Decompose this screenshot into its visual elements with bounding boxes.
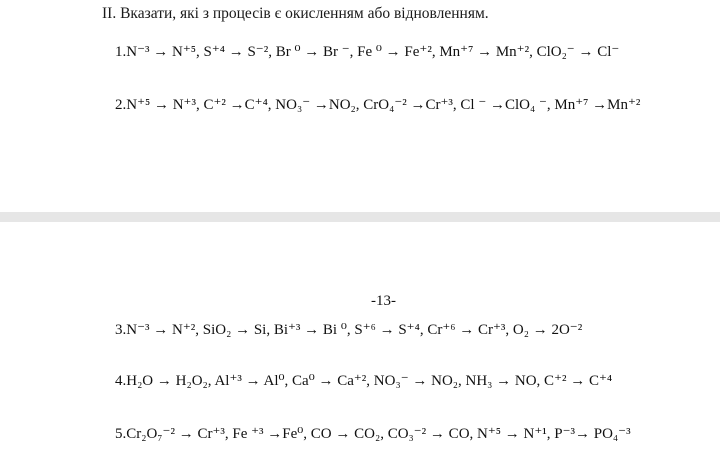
equation-line-5: 5.Cr₂O₇⁻² → Cr⁺³, Fe ⁺³ →Fe⁰, CO → CO₂, CO₃⁻² → CO, N⁺⁵ → N⁺¹, P⁻³→ PO₄⁻³: [115, 426, 631, 442]
equation-line-4: 4.H₂O → H₂O₂, Al⁺³ → Al⁰, Ca⁰ → Ca⁺², NO₃⁻ → NO₂, NH₃ → NO, C⁺² → C⁺⁴: [115, 373, 613, 389]
equation-line-1: 1.N⁻³ → N⁺⁵, S⁺⁴ → S⁻², Br ⁰ → Br ⁻, Fe ⁰ → Fe⁺², Mn⁺⁷ → Mn⁺², ClO₂⁻ → Cl⁻: [115, 44, 620, 60]
equation-line-3: 3.N⁻³ → N⁺², SiO₂ → Si, Bi⁺³ → Bi ⁰, S⁺⁶ → S⁺⁴, Cr⁺⁶ → Cr⁺³, O₂ → 2O⁻²: [115, 322, 583, 338]
equation-line-2: 2.N⁺⁵ → N⁺³, C⁺² →C⁺⁴, NO₃⁻ →NO₂, CrO₄⁻² →Cr⁺³, Cl ⁻ →ClO₄ ⁻, Mn⁺⁷ →Mn⁺²: [115, 97, 641, 113]
exercise-heading: II. Вказати, які з процесів є окисленням або відновленням.: [102, 5, 489, 22]
page-number: -13-: [371, 293, 396, 309]
page-separator: [0, 212, 720, 222]
